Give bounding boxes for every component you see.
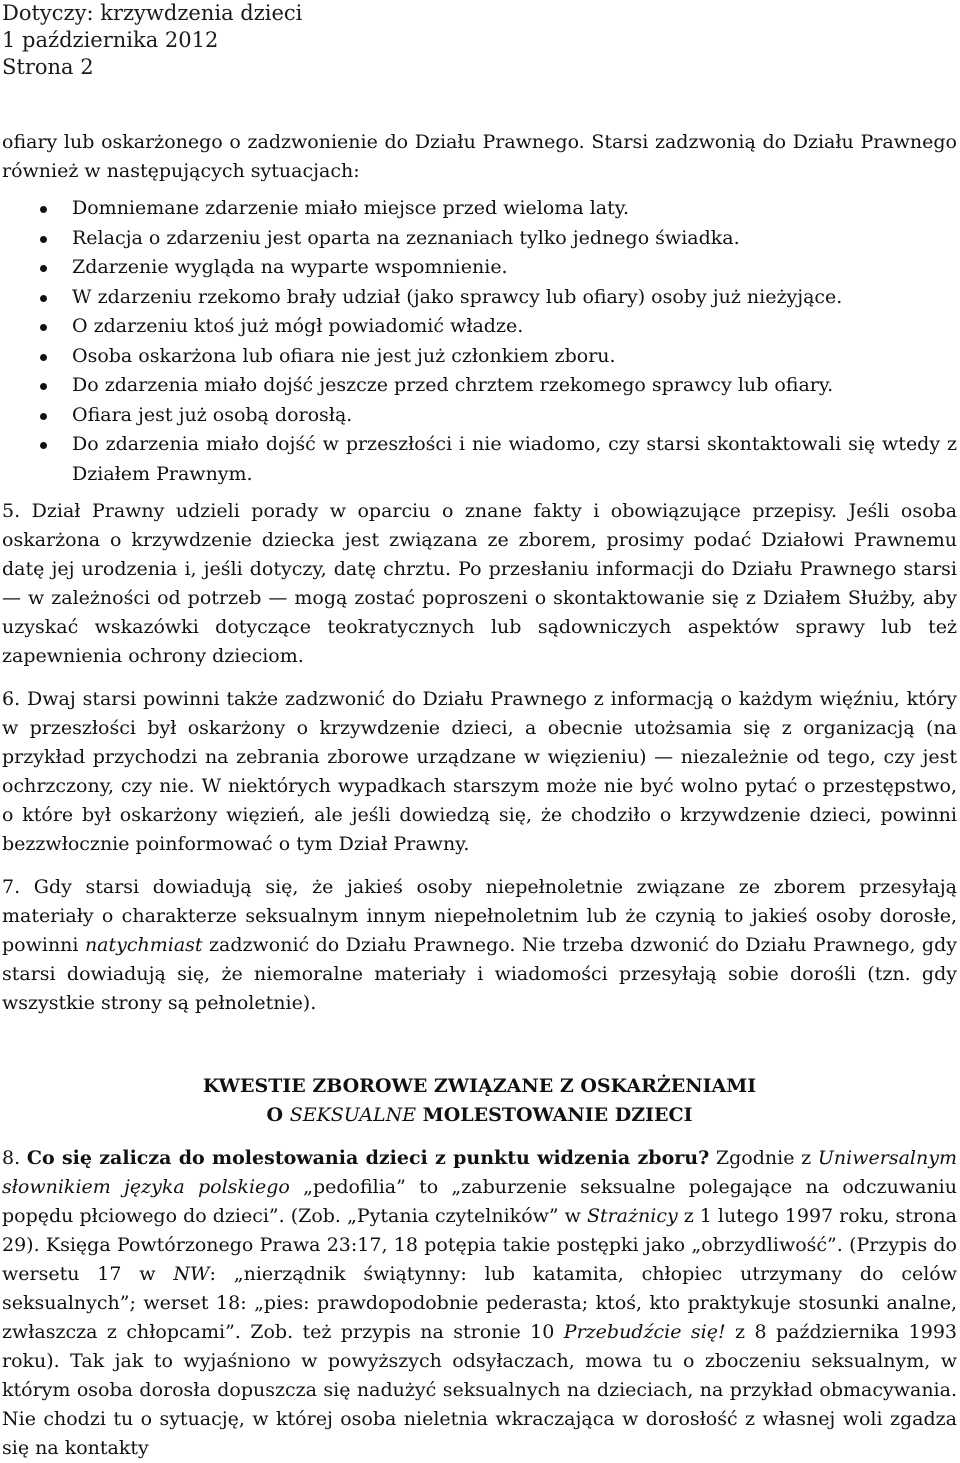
paragraph-8-text: z 8 października 1993 roku). Tak jak to wyjaśniono w powyższych odsyłaczach, mowa tu o zboczeniu seksualnym, w którym osoba dorosła dopuszcza się nadużyć seksualnych na dzieciach, na przykład obmacywania. Nie chodzi tu o sytuację, w której osoba nieletnia wkraczająca w dorosłość z własnej woli zgadza się na kontakty xyxy=(2,1321,957,1459)
list-item-text: Ofiara jest już osobą dorosłą. xyxy=(72,403,353,426)
header-date: 1 października 2012 xyxy=(2,28,219,52)
list-item-text: O zdarzeniu ktoś już mógł powiadomić władze. xyxy=(72,315,524,337)
list-item-text: Osoba oskarżona lub ofiara nie jest już członkiem zboru. xyxy=(72,344,616,367)
list-item xyxy=(2,283,957,313)
paragraph-8-text: z 1 lutego 1997 roku, strona 29). Księga Powtórzonego Prawa 23:17, 18 potępia takie postępki jako „obrzydliwość”. (Przypis do wersetu 17 w xyxy=(2,1205,957,1285)
paragraph-6: 6. Dwaj starsi powinni także zadzwonić do Działu Prawnego z informacją o każdym więźniu, który w przeszłości był oskarżony o krzywdzenie dzieci, a obecnie utożsamia się z organizacją (na przykład przychodzi na zebrania zborowe urządzane w więzieniu) — niezależnie od tego, czy jest ochrzczony, czy nie. W niektórych wypadkach starszym może nie być wolno pytać o przestępstwo, o które był oskarżony więzień, ale jeśli dowiedzą się, że chodziło o krzywdzenie dzieci, powinni bezzwłocznie poinformować o tym Dział Prawny. xyxy=(2,688,957,855)
section-heading-line-1: KWESTIE ZBOROWE ZWIĄZANE Z OSKARŻENIAMI xyxy=(202,1075,757,1097)
list-item-text: Do zdarzenia miało dojść jeszcze przed chrztem rzekomego sprawcy lub ofiary. xyxy=(72,374,834,396)
paragraph-7 xyxy=(2,873,957,1018)
paragraph-8-text: Zgodnie z xyxy=(709,1147,818,1169)
list-item xyxy=(2,430,957,489)
paragraph-8 xyxy=(2,1144,957,1463)
bullet-icon xyxy=(40,265,47,272)
publication-title: Strażnicy xyxy=(586,1205,678,1227)
bullet-icon xyxy=(40,236,47,243)
paragraph-7-text-start: 7. Gdy starsi dowiadują się, że jakieś osoby niepełnoletnie związane ze zborem przesyłają materiały o charakterze seksualnym innym niepełnoletnim lub że czynią to jakieś osoby dorosłe, powinni xyxy=(2,876,957,956)
list-item xyxy=(2,401,957,431)
bullet-icon xyxy=(40,206,47,213)
list-item-text: Relacja o zdarzeniu jest oparta na zeznaniach tylko jednego świadka. xyxy=(72,226,740,249)
section-heading-line-2 xyxy=(2,1101,957,1130)
heading-text-o: O xyxy=(266,1104,290,1126)
document-body xyxy=(2,128,957,1463)
heading-text-end: MOLESTOWANIE DZIECI xyxy=(416,1104,693,1126)
list-item-text: Zdarzenie wygląda na wyparte wspomnienie. xyxy=(72,256,508,278)
bullet-icon xyxy=(40,413,47,420)
intro-paragraph: ofiary lub oskarżonego o zadzwonienie do Działu Prawnego. Starsi zadzwonią do Działu Prawnego również w następujących sytuacjach: xyxy=(2,131,957,182)
bullet-icon xyxy=(40,324,47,331)
magazine-title: Przebudźcie się! xyxy=(563,1321,726,1343)
list-item xyxy=(2,371,957,401)
paragraph-7-text-end: zadzwonić do Działu Prawnego. Nie trzeba dzwonić do Działu Prawnego, gdy starsi dowiadują się, że niemoralne materiały i wiadomości przesyłają sobie dorośli (tzn. gdy wszystkie strony są pełnoletnie). xyxy=(2,934,957,1014)
list-item xyxy=(2,224,957,254)
heading-emphasis: SEKSUALNE xyxy=(289,1104,417,1126)
bullet-icon xyxy=(40,383,47,390)
situations-list xyxy=(2,194,957,489)
bullet-icon xyxy=(40,354,47,361)
paragraph-8-text: „pedofilia” to „zaburzenie seksualne polegające na odczuwaniu popędu płciowego do dzieci”. (Zob. „Pytania czytelników” w xyxy=(2,1176,957,1227)
list-item-text: Domniemane zdarzenie miało miejsce przed wieloma laty. xyxy=(72,197,629,219)
list-item xyxy=(2,342,957,372)
page-header xyxy=(2,0,302,81)
section-heading xyxy=(2,1072,957,1130)
paragraph-5: 5. Dział Prawny udzieli porady w oparciu o znane fakty i obowiązujące przepisy. Jeśli osoba oskarżona o krzywdzenie dziecka jest związana ze zborem, prosimy podać Działowi Prawnemu datę jej urodzenia i, jeśli dotyczy, datę chrztu. Po przesłaniu informacji do Działu Prawnego starsi — w zależności od potrzeb — mogą zostać poproszeni o skontaktowanie się z Działem Służby, aby uzyskać wskazówki dotyczące teokratycznych lub sądowniczych aspektów sprawy lub też zapewnienia ochrony dzieciom. xyxy=(2,500,957,667)
bullet-icon xyxy=(40,442,47,449)
header-page-number: Strona 2 xyxy=(2,55,94,79)
list-item-text: W zdarzeniu rzekomo brały udział (jako sprawcy lub ofiary) osoby już nieżyjące. xyxy=(72,285,843,308)
bullet-icon xyxy=(40,295,47,302)
paragraph-8-question: Co się zalicza do molestowania dzieci z punktu widzenia zboru? xyxy=(26,1147,710,1169)
list-item xyxy=(2,194,957,224)
header-subject: Dotyczy: krzywdzenia dzieci xyxy=(2,1,303,25)
paragraph-8-text: : „nierządnik świątynny: lub katamita, chłopiec utrzymany do celów seksualnych”; werset 18: „pies: prawdopodobnie pederasta; ktoś, kto praktykuje stosunki analne, zwłaszcza z chłopcami”. Zob. też przypis na stronie 10 xyxy=(2,1263,957,1343)
list-item-text: Do zdarzenia miało dojść w przeszłości i nie wiadomo, czy starsi skontaktowali się wtedy z Działem Prawnym. xyxy=(72,433,957,485)
list-item xyxy=(2,312,957,342)
list-item xyxy=(2,253,957,283)
paragraph-8-number: 8. xyxy=(2,1147,27,1169)
bible-abbrev: NW xyxy=(173,1263,210,1285)
paragraph-7-emphasis: natychmiast xyxy=(84,934,203,956)
dictionary-title: Uniwersalnym słownikiem języka polskiego xyxy=(2,1147,957,1198)
